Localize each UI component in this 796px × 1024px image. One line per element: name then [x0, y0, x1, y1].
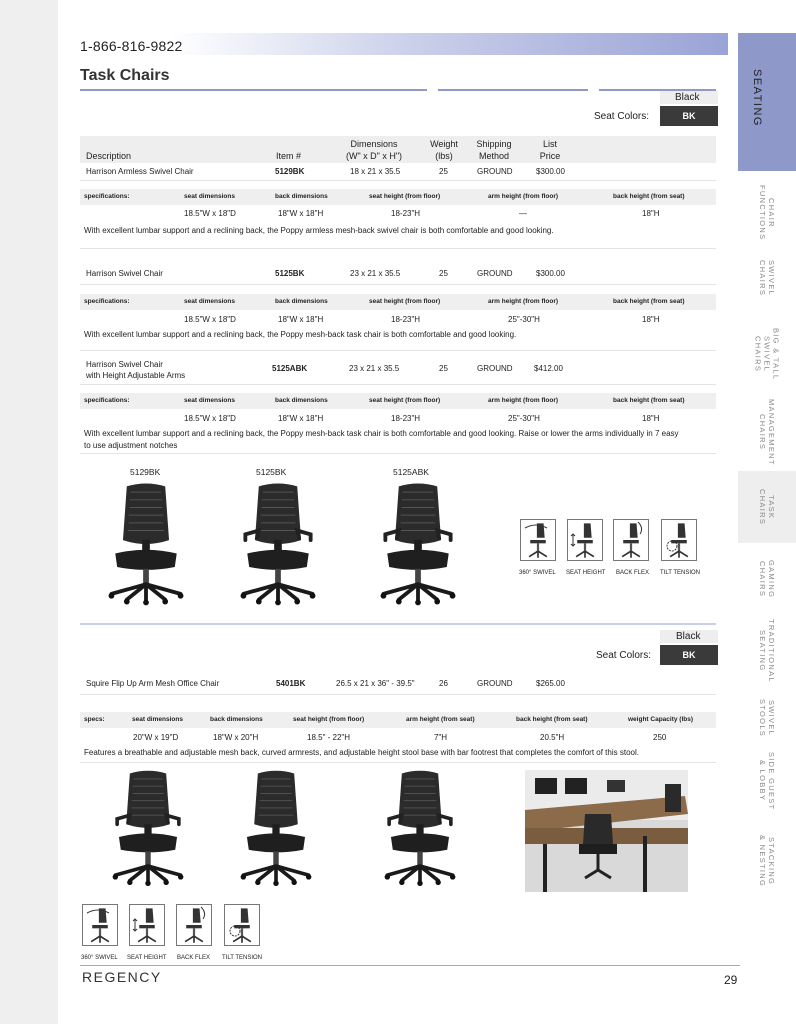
row-separator [80, 350, 716, 351]
swivel-feature-icon [520, 519, 556, 561]
spec-seat: 18.5"W x 18"D [184, 414, 236, 423]
spec-seat-height: 18.5" - 22"H [307, 733, 351, 742]
seat-height-feature-icon [129, 904, 165, 946]
feature-label: BACK FLEX [616, 570, 650, 576]
sidebar-tab-stacking[interactable]: STACKING & NESTING [758, 834, 776, 888]
tilt-tension-feature-icon [661, 519, 697, 561]
squire-chair-side-photo [228, 768, 324, 886]
sidebar-tab-task-chairs[interactable]: TASK CHAIRS [738, 471, 796, 543]
spec-header-bar: specifications: seat dimensions back dimensions seat height (from floor) arm height (from floor) back height (from seat) [80, 189, 716, 205]
product-dims: 23 x 21 x 35.5 [349, 364, 400, 373]
page-title: Task Chairs [80, 67, 170, 84]
tilt-tension-feature-icon [224, 904, 260, 946]
photo-label: 5125ABK [393, 467, 429, 477]
spec-header-bar: specifications: seat dimensions back dimensions seat height (from floor) arm height (from floor) back height (from seat) [80, 294, 716, 310]
section-divider [80, 623, 716, 625]
seat-colors-label: Seat Colors: [594, 111, 650, 122]
spec-back-height: 18"H [642, 315, 660, 324]
col-dimensions: Dimensions (W" x D" x H") [345, 139, 403, 161]
photo-label: 5125BK [256, 467, 287, 477]
feature-label: SEAT HEIGHT [566, 570, 606, 576]
chair-photo-5125bk [230, 480, 326, 606]
row-separator [80, 384, 716, 385]
regency-logo: REGENCY [82, 969, 162, 985]
back-flex-feature-icon [613, 519, 649, 561]
spec-arm: — [519, 209, 527, 218]
row-separator [80, 453, 716, 454]
row-separator [80, 762, 716, 763]
sidebar-tab-management[interactable]: MANAGEMENT CHAIRS [758, 398, 776, 466]
back-flex-feature-icon [176, 904, 212, 946]
spec-back-height: 18"H [642, 414, 660, 423]
row-separator [80, 284, 716, 285]
section-sidebar [738, 33, 796, 1024]
spec-seat-height: 18-23"H [391, 209, 421, 218]
spec-seat-height: 18-23"H [391, 414, 421, 423]
spec-seat: 18.5"W x 18"D [184, 315, 236, 324]
product-item: 5125BK [275, 269, 305, 278]
product-price: $412.00 [534, 364, 563, 373]
product-weight: 25 [439, 269, 448, 278]
product-ship: GROUND [477, 269, 513, 278]
photo-label: 5129BK [130, 467, 161, 477]
spec-back: 18"W x 18"H [278, 315, 324, 324]
feature-label: BACK FLEX [177, 955, 211, 961]
chair-photo-5129bk [98, 480, 194, 606]
seat-colors-label: Seat Colors: [596, 650, 652, 661]
product-name: Harrison Swivel Chair [86, 269, 163, 278]
feature-label: 360° SWIVEL [519, 570, 556, 576]
seat-height-feature-icon [567, 519, 603, 561]
spec-capacity: 250 [653, 733, 667, 742]
col-price: List Price [539, 139, 561, 161]
spec-arm: 25"-30"H [508, 315, 540, 324]
product-price: $300.00 [536, 269, 565, 278]
chair-photo-5125abk [370, 480, 466, 606]
swivel-feature-icon [82, 904, 118, 946]
feature-label: SEAT HEIGHT [127, 955, 167, 961]
spec-arm: 7"H [434, 733, 448, 742]
product-weight: 26 [439, 679, 448, 688]
col-weight: Weight (lbs) [430, 139, 458, 161]
row-separator [80, 694, 716, 695]
product-price: $300.00 [536, 167, 565, 176]
spec-back-height: 20.5"H [540, 733, 565, 742]
swatch-color-name: Black [675, 92, 700, 103]
product-description: With excellent lumbar support and a reclining back, the Poppy armless mesh-back swivel chair is both comfortable and good looking. [84, 226, 554, 235]
spec-seat: 20"W x 19"D [133, 733, 179, 742]
spec-seat: 18.5"W x 18"D [184, 209, 236, 218]
product-description: With excellent lumbar support and a reclining back, the Poppy mesh-back task chair is both comfortable and good looking. [84, 330, 517, 339]
product-ship: GROUND [477, 364, 513, 373]
sidebar-tab-big-tall[interactable]: BIG & TALL SWIVEL CHAIRS [753, 327, 781, 381]
spec-back-height: 18"H [642, 209, 660, 218]
col-shipping: Shipping Method [476, 139, 512, 161]
product-item: 5129BK [275, 167, 305, 176]
sidebar-tab-side-guest[interactable]: SIDE GUEST & LOBBY [758, 751, 776, 811]
swatch-black: BK [660, 645, 718, 665]
product-item: 5401BK [276, 679, 306, 688]
product-dims: 23 x 21 x 35.5 [350, 269, 401, 278]
spec-back: 18"W x 18"H [278, 209, 324, 218]
feature-label: TILT TENSION [660, 570, 701, 576]
header-gradient-band [170, 33, 728, 55]
spec-header-bar: specifications: seat dimensions back dimensions seat height (from floor) arm height (from floor) back height (from seat) [80, 393, 716, 409]
squire-chair-flip-arm-photo [372, 768, 468, 886]
col-item: Item # [276, 151, 302, 161]
spec-back: 18"W x 18"H [278, 414, 324, 423]
swatch-black: BK [660, 106, 718, 126]
product-name: Squire Flip Up Arm Mesh Office Chair [86, 679, 220, 688]
product-dims: 26.5 x 21 x 36" - 39.5" [336, 679, 415, 688]
product-item: 5125ABK [272, 364, 308, 373]
spec-seat-height: 18-23"H [391, 315, 421, 324]
footer-rule [80, 965, 740, 966]
office-scene-photo [525, 770, 688, 892]
col-description: Description [86, 151, 132, 161]
product-ship: GROUND [477, 167, 513, 176]
title-rule [438, 89, 588, 91]
feature-label: 360° SWIVEL [81, 955, 118, 961]
product-weight: 25 [439, 364, 448, 373]
left-gutter [0, 0, 58, 1024]
swatch-color-name: Black [676, 631, 701, 642]
row-separator [80, 180, 716, 181]
sidebar-seating[interactable]: SEATING [738, 33, 796, 171]
product-ship: GROUND [477, 679, 513, 688]
sidebar-tab-swivel-chairs[interactable]: SWIVEL CHAIRS [758, 259, 776, 297]
spec-header-bar: specs: seat dimensions back dimensions seat height (from floor) arm height (from seat) back height (from seat) weight Capacity (lbs) [80, 712, 716, 728]
sidebar-tab-chair-functions[interactable]: CHAIR FUNCTIONS [758, 185, 776, 241]
feature-label: TILT TENSION [222, 955, 263, 961]
product-description: Features a breathable and adjustable mesh back, curved armrests, and adjustable height stool base with bar footrest that completes the comfort of this stool. [84, 748, 639, 757]
product-name: Harrison Swivel Chair with Height Adjustable Arms [86, 360, 186, 380]
product-price: $265.00 [536, 679, 565, 688]
product-description: With excellent lumbar support and a reclining back, the Poppy mesh-back task chair is both comfortable and good looking. Raise or lower the arms individually in 7 easy to use adjustment notches [84, 429, 679, 450]
sidebar-tab-traditional[interactable]: TRADITIONAL SEATING [758, 619, 776, 683]
spec-back: 18"W x 20"H [213, 733, 259, 742]
sidebar-tab-gaming[interactable]: GAMING CHAIRS [758, 559, 776, 599]
page-number: 29 [724, 973, 738, 987]
product-weight: 25 [439, 167, 448, 176]
product-name: Harrison Armless Swivel Chair [86, 167, 194, 176]
sidebar-tab-swivel-stools[interactable]: SWIVEL STOOLS [758, 698, 776, 738]
title-rule [80, 89, 427, 91]
product-dims: 18 x 21 x 35.5 [350, 167, 401, 176]
phone-number: 1-866-816-9822 [80, 38, 183, 54]
squire-chair-front-photo [100, 768, 196, 886]
row-separator [80, 248, 716, 249]
spec-arm: 25"-30"H [508, 414, 540, 423]
